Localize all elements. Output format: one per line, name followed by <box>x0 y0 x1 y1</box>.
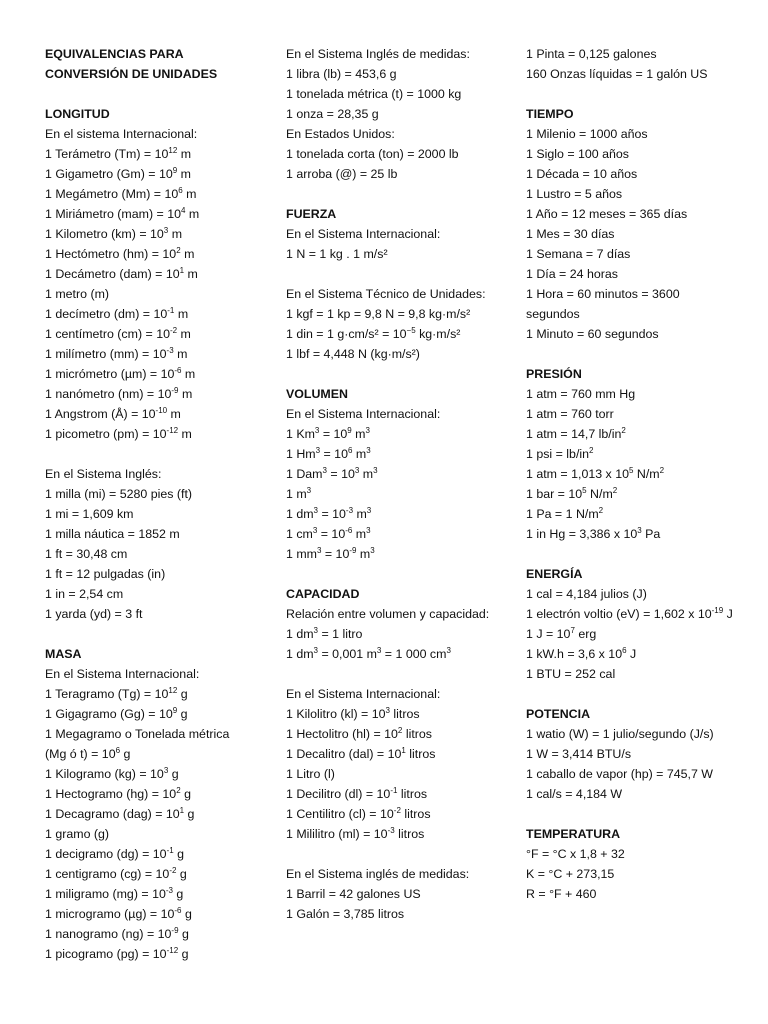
conversion-line: En el Sistema inglés de medidas: <box>286 867 470 881</box>
conversion-line: 1 Mes = 30 días <box>526 227 615 241</box>
conversion-line: 1 Centilitro $(cl) = 10^{-2}$ litros <box>286 806 431 821</box>
conversion-line: 1 metro (m) <box>45 287 110 301</box>
conversion-line: En el Sistema Técnico de Unidades: <box>286 287 486 301</box>
conversion-line: 1 Angstrom (Å) = $10^{-10}$ m <box>45 406 181 421</box>
conversion-line: 1 Teragramo $(Tg) = 10^{12}$ g <box>45 686 188 701</box>
section-heading: MASA <box>45 647 82 661</box>
conversion-line: 1 $Km^3 = 10^9$ $m^3$ <box>286 426 370 441</box>
conversion-line: 1 tonelada métrica (t) = 1000 kg <box>286 87 462 101</box>
conversion-line: En el Sistema Inglés de medidas: <box>286 47 470 61</box>
conversion-line: 1 Decalitro $(dal) = 10^1$ litros <box>286 746 436 761</box>
conversion-line: 1 cal = 4,184 julios (J) <box>526 587 647 601</box>
conversion-line: 1 psi = $lb/in^2$ <box>526 446 594 461</box>
conversion-line: 1 Decámetro $(dam) = 10^1$ m <box>45 266 198 281</box>
conversion-line: 1 $mm^3 = 10^{-9}$ $m^3$ <box>286 546 375 561</box>
section-heading: PRESIÓN <box>526 367 582 381</box>
conversion-line: 1 Año = 12 meses = 365 días <box>526 207 688 221</box>
conversion-line: 1 Mililitro $(ml) = 10^{-3}$ litros <box>286 826 425 841</box>
conversion-line: En Estados Unidos: <box>286 127 395 141</box>
column-3 <box>526 44 762 924</box>
conversion-line: 1 $Hm^3 = 10^6$ $m^3$ <box>286 446 371 461</box>
section <box>286 384 522 564</box>
conversion-line: 1 milla (mi) = 5280 pies (ft) <box>45 487 193 501</box>
section <box>286 204 522 264</box>
section-heading: EQUIVALENCIAS PARA <box>45 47 184 61</box>
section-heading: VOLUMEN <box>286 387 348 401</box>
conversion-line: 1 Terámetro $(Tm) = 10^{12}$ m <box>45 146 192 161</box>
conversion-line: (Mg ó $t) = 10^6$ g <box>45 746 131 761</box>
conversion-line: 1 mi = 1,609 km <box>45 507 134 521</box>
section-heading: LONGITUD <box>45 107 110 121</box>
conversion-line: Relación entre volumen y capacidad: <box>286 607 490 621</box>
conversion-line: 1 in = 2,54 cm <box>45 587 124 601</box>
conversion-line: 1 picometro $(pm) = 10^{-12}$ m <box>45 426 192 441</box>
conversion-line: 1 atm = 760 torr <box>526 407 614 421</box>
conversion-line: 1 din = 1 $g\cdot cm/s^2 = 10^{-5}$ kg·m/s² <box>286 326 461 341</box>
section <box>286 864 522 924</box>
section <box>286 584 522 664</box>
conversion-line: 1 microgramo $(\mu g) = 10^{-6}$ g <box>45 906 192 921</box>
conversion-line: 1 micrómetro $(\mu m) = 10^{-6}$ m <box>45 366 196 381</box>
conversion-line: En el Sistema Internacional: <box>286 407 441 421</box>
section <box>45 644 281 964</box>
conversion-line: 1 $J = 10^7$ erg <box>526 626 597 641</box>
section <box>286 44 522 184</box>
conversion-line: 1 electrón voltio (eV) = 1,602 x $10^{-19}$ J <box>526 606 733 621</box>
conversion-line: 1 libra (lb) = 453,6 g <box>286 67 397 81</box>
conversion-line: 1 Semana = 7 días <box>526 247 631 261</box>
section <box>526 364 762 544</box>
conversion-line: 1 caballo de vapor (hp) = 745,7 W <box>526 767 714 781</box>
section <box>286 284 522 364</box>
conversion-line: 1 Gigagramo $(Gg) = 10^9$ g <box>45 706 188 721</box>
conversion-line: 1 miligramo $(mg) = 10^{-3}$ g <box>45 886 184 901</box>
conversion-line: 1 nanómetro $(nm) = 10^{-9}$ m <box>45 386 193 401</box>
conversion-line: 1 Megagramo o Tonelada métrica <box>45 727 230 741</box>
conversion-line: 1 Hora = 60 minutos = 3600 <box>526 287 680 301</box>
conversion-line: 1 Barril = 42 galones US <box>286 887 421 901</box>
conversion-line: segundos <box>526 307 580 321</box>
conversion-line: En el Sistema Internacional: <box>286 227 441 241</box>
conversion-line: En el Sistema Inglés: <box>45 467 162 481</box>
conversion-line: 1 Década = 10 años <box>526 167 638 181</box>
column-2 <box>286 44 522 944</box>
section <box>526 104 762 344</box>
conversion-line: °F = °C x 1,8 + 32 <box>526 847 625 861</box>
conversion-line: 1 Pa = 1 $N/m^2$ <box>526 506 604 521</box>
column-1 <box>45 44 281 984</box>
conversion-line: K = °C + 273,15 <box>526 867 615 881</box>
conversion-line: 1 Decagramo $(dag) = 10^1$ g <box>45 806 195 821</box>
conversion-line: 1 Kilometro $(km) = 10^3$ m <box>45 226 183 241</box>
conversion-line: 1 milímetro $(mm) = 10^{-3}$ m <box>45 346 188 361</box>
conversion-line: 1 kW.h = 3,6 x $10^6$ J <box>526 646 637 661</box>
conversion-line: 1 atm = 14,7 $lb/in^2$ <box>526 426 626 441</box>
conversion-line: 1 Milenio = 1000 años <box>526 127 648 141</box>
conversion-line: En el sistema Internacional: <box>45 127 198 141</box>
section <box>526 704 762 804</box>
conversion-line: En el Sistema Internacional: <box>286 687 441 701</box>
conversion-line: 1 cal/s = 4,184 W <box>526 787 623 801</box>
conversion-line: 1 Día = 24 horas <box>526 267 618 281</box>
conversion-line: 1 tonelada corta (ton) = 2000 lb <box>286 147 459 161</box>
conversion-line: 1 ft = 12 pulgadas (in) <box>45 567 166 581</box>
conversion-line: 1 Minuto = 60 segundos <box>526 327 659 341</box>
section <box>526 824 762 904</box>
section <box>45 104 281 444</box>
conversion-line: 1 ft = 30,48 cm <box>45 547 128 561</box>
section <box>526 564 762 684</box>
section-heading: TEMPERATURA <box>526 827 621 841</box>
section-heading: FUERZA <box>286 207 337 221</box>
section <box>45 464 281 624</box>
conversion-line: 1 Pinta = 0,125 galones <box>526 47 657 61</box>
section-heading: ENERGÍA <box>526 567 583 581</box>
conversion-line: 1 Kilogramo $(kg) = 10^3$ g <box>45 766 179 781</box>
conversion-line: 1 onza = 28,35 g <box>286 107 379 121</box>
section <box>45 44 281 84</box>
conversion-line: R = °F + 460 <box>526 887 597 901</box>
conversion-line: 1 BTU = 252 cal <box>526 667 616 681</box>
conversion-line: 1 decímetro $(dm) = 10^{-1}$ m <box>45 306 189 321</box>
conversion-line: En el Sistema Internacional: <box>45 667 200 681</box>
section-heading: CAPACIDAD <box>286 587 360 601</box>
conversion-line: 1 watio (W) = 1 julio/segundo (J/s) <box>526 727 714 741</box>
conversion-line: 1 lbf = 4,448 N (kg·m/s²) <box>286 347 420 361</box>
conversion-line: 1 $m^3$ <box>286 486 312 501</box>
conversion-line: 160 Onzas líquidas = 1 galón US <box>526 67 708 81</box>
conversion-line: 1 Hectogramo $(hg) = 10^2$ g <box>45 786 191 801</box>
conversion-line: 1 milla náutica = 1852 m <box>45 527 180 541</box>
conversion-line: 1 $dm^3 = 1$ litro <box>286 626 363 641</box>
conversion-line: 1 Kilolitro $(kl) = 10^3$ litros <box>286 706 420 721</box>
conversion-line: 1 Decilitro $(dl) = 10^{-1}$ litros <box>286 786 428 801</box>
conversion-line: 1 atm = 1,013 x $10^5$ $N/m^2$ <box>526 466 665 481</box>
conversion-line: 1 $dm^3 = 10^{-3}$ $m^3$ <box>286 506 372 521</box>
conversion-line: 1 atm = 760 mm Hg <box>526 387 636 401</box>
conversion-line: 1 $dm^3 = 0,001$ $m^3 = 1$ 000 $cm^3$ <box>286 646 451 661</box>
conversion-line: 1 Galón = 3,785 litros <box>286 907 405 921</box>
conversion-line: 1 Litro (l) <box>286 767 335 781</box>
conversion-line: 1 arroba (@) = 25 lb <box>286 167 398 181</box>
conversion-line: 1 kgf = 1 kp = 9,8 N = 9,8 kg·m/s² <box>286 307 471 321</box>
conversion-line: 1 centigramo $(cg) = 10^{-2}$ g <box>45 866 187 881</box>
conversion-line: 1 nanogramo $(ng) = 10^{-9}$ g <box>45 926 189 941</box>
conversion-line: 1 $cm^3 = 10^{-6}$ $m^3$ <box>286 526 371 541</box>
conversion-line: 1 Gigametro $(Gm) = 10^9$ m <box>45 166 191 181</box>
conversion-line: 1 Siglo = 100 años <box>526 147 629 161</box>
conversion-line: 1 $Dam^3 = 10^3$ $m^3$ <box>286 466 378 481</box>
conversion-line: 1 in Hg = 3,386 x $10^3$ Pa <box>526 526 661 541</box>
conversion-line: 1 bar = $10^5$ $N/m^2$ <box>526 486 618 501</box>
conversion-line: 1 N = 1 kg . 1 m/s² <box>286 247 388 261</box>
conversion-line: 1 gramo (g) <box>45 827 110 841</box>
conversion-line: 1 Lustro = 5 años <box>526 187 623 201</box>
section-heading: CONVERSIÓN DE UNIDADES <box>45 67 218 81</box>
section <box>286 684 522 844</box>
conversion-line: 1 Hectolitro $(hl) = 10^2$ litros <box>286 726 432 741</box>
section-heading: POTENCIA <box>526 707 591 721</box>
conversion-line: 1 picogramo $(pg) = 10^{-12}$ g <box>45 946 189 961</box>
conversion-line: 1 Megámetro $(Mm) = 10^6$ m <box>45 186 197 201</box>
conversion-line: 1 decigramo $(dg) = 10^{-1}$ g <box>45 846 185 861</box>
section-heading: TIEMPO <box>526 107 574 121</box>
conversion-line: 1 Miriámetro $(mam) = 10^4$ m <box>45 206 200 221</box>
conversion-line: 1 centímetro $(cm) = 10^{-2}$ m <box>45 326 191 341</box>
conversion-line: 1 Hectómetro $(hm) = 10^2$ m <box>45 246 195 261</box>
conversion-line: 1 W = 3,414 BTU/s <box>526 747 632 761</box>
section <box>526 44 762 84</box>
conversion-line: 1 yarda (yd) = 3 ft <box>45 607 143 621</box>
